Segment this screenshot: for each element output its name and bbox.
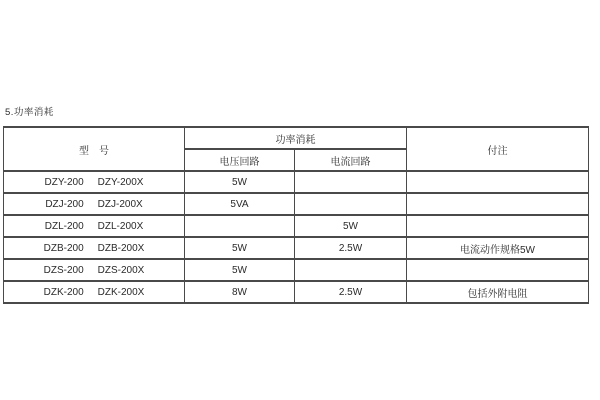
table-row	[4, 193, 589, 215]
model-cell	[4, 171, 185, 193]
header-note: 付注	[407, 127, 589, 171]
model-name: DZB-200	[43, 242, 84, 254]
table-row	[4, 281, 589, 303]
model-name-x: DZJ-200X	[97, 198, 143, 210]
header-current-circuit: 电流回路	[295, 149, 407, 171]
header-model: 型 号	[4, 127, 185, 171]
note-value	[407, 193, 589, 215]
note-value	[407, 259, 589, 281]
current-value: 5W	[295, 215, 407, 237]
model-name-x: DZK-200X	[97, 286, 145, 298]
model-name: DZK-200	[43, 286, 84, 298]
model-name-x: DZB-200X	[97, 242, 145, 254]
power-consumption-table	[3, 126, 589, 304]
voltage-value: 8W	[185, 281, 295, 303]
model-name-x: DZL-200X	[97, 220, 144, 232]
header-voltage-circuit: 电压回路	[185, 149, 295, 171]
model-cell	[4, 215, 185, 237]
model-cell	[4, 193, 185, 215]
voltage-value: 5W	[185, 237, 295, 259]
voltage-value: 5W	[185, 171, 295, 193]
model-cell	[4, 281, 185, 303]
current-value	[295, 171, 407, 193]
model-name-x: DZS-200X	[97, 264, 145, 276]
model-name-x: DZY-200X	[97, 176, 144, 188]
header-power-consumption: 功率消耗	[185, 127, 407, 149]
model-name: DZJ-200	[45, 198, 84, 210]
note-value: 电流动作规格5W	[407, 237, 589, 259]
table-row	[4, 215, 589, 237]
table-row	[4, 237, 589, 259]
model-name: DZS-200	[43, 264, 84, 276]
note-value	[407, 171, 589, 193]
current-value	[295, 193, 407, 215]
voltage-value: 5VA	[185, 193, 295, 215]
table-row	[4, 171, 589, 193]
note-value: 包括外附电阻	[407, 281, 589, 303]
current-value: 2.5W	[295, 237, 407, 259]
table-row	[4, 259, 589, 281]
model-cell	[4, 237, 185, 259]
model-name: DZL-200	[44, 220, 84, 232]
note-value	[407, 215, 589, 237]
header-row-1	[4, 127, 589, 149]
model-name: DZY-200	[44, 176, 84, 188]
section-title: 5.功率消耗	[5, 107, 54, 118]
voltage-value	[185, 215, 295, 237]
current-value	[295, 259, 407, 281]
current-value: 2.5W	[295, 281, 407, 303]
model-cell	[4, 259, 185, 281]
voltage-value: 5W	[185, 259, 295, 281]
